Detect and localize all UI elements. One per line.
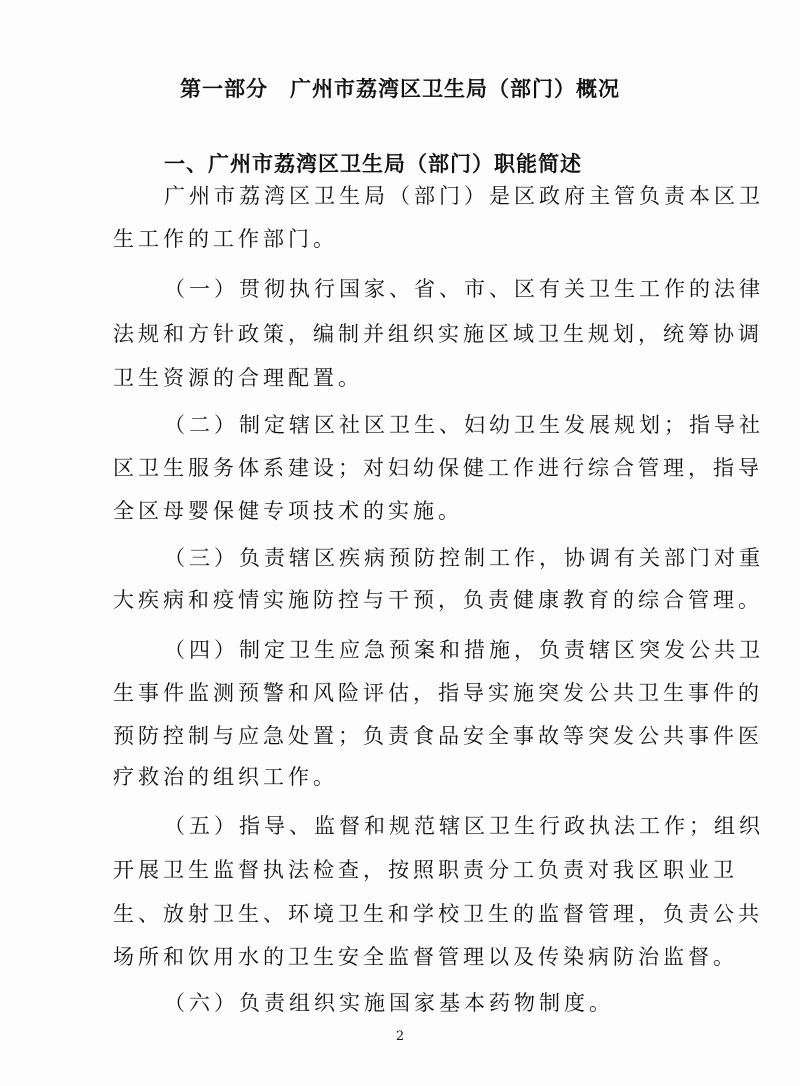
section-heading: 一、广州市荔湾区卫生局（部门）职能简述 xyxy=(164,152,582,176)
paragraph-line: 开展卫生监督执法检查，按照职责分工负责对我区职业卫 xyxy=(113,858,738,882)
paragraph-line: 预防控制与应急处置；负责食品安全事故等突发公共事件医 xyxy=(113,724,763,748)
paragraph-line: （二）制定辖区社区卫生、妇幼卫生发展规划；指导社 xyxy=(164,413,764,437)
paragraph-line: 场所和饮用水的卫生安全监督管理以及传染病防治监督。 xyxy=(113,945,738,969)
paragraph-line: （五）指导、监督和规范辖区卫生行政执法工作；组织 xyxy=(164,814,764,838)
page-title xyxy=(0,73,800,103)
paragraph-line: 生事件监测预警和风险评估，指导实施突发公共卫生事件的 xyxy=(113,681,763,705)
paragraph-line: 区卫生服务体系建设；对妇幼保健工作进行综合管理，指导 xyxy=(113,456,763,480)
paragraph-line: 生、放射卫生、环境卫生和学校卫生的监督管理，负责公共 xyxy=(113,902,763,926)
paragraph-line: 全区母婴保健专项技术的实施。 xyxy=(113,499,463,523)
paragraph-line: （四）制定卫生应急预案和措施，负责辖区突发公共卫 xyxy=(164,638,764,662)
paragraph-line: 卫生资源的合理配置。 xyxy=(113,366,363,390)
title-part: 第一部分 xyxy=(180,77,268,101)
paragraph-line: （六）负责组织实施国家基本药物制度。 xyxy=(164,991,614,1015)
paragraph-line: 生工作的工作部门。 xyxy=(113,227,338,251)
paragraph-line: 大疾病和疫情实施防控与干预，负责健康教育的综合管理。 xyxy=(113,588,763,612)
title-main: 广州市荔湾区卫生局（部门）概况 xyxy=(290,77,620,101)
paragraph-line: （三）负责辖区疾病预防控制工作，协调有关部门对重 xyxy=(164,546,764,570)
paragraph-line: 广州市荔湾区卫生局（部门）是区政府主管负责本区卫 xyxy=(164,184,764,208)
page-number: 2 xyxy=(395,1029,405,1044)
paragraph-line: 疗救治的组织工作。 xyxy=(113,765,338,789)
paragraph-line: （一）贯彻执行国家、省、市、区有关卫生工作的法律 xyxy=(164,277,764,301)
paragraph-line: 法规和方针政策，编制并组织实施区域卫生规划，统筹协调 xyxy=(113,322,763,346)
